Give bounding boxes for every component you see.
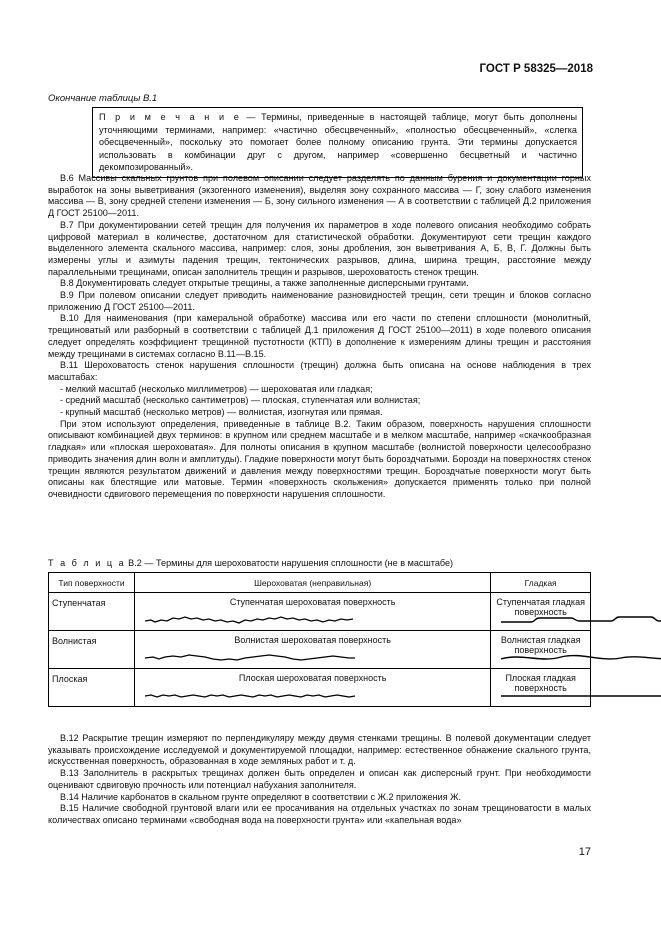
paragraph-b7: В.7 При документировании сетей трещин для получения их параметров в ходе полевого описания необходимо собрать цифровой материал в количестве, достаточном для статистической обработки. Документируют сети трещин каждого выделенного элемента скального массива, например: слоя, зоны дробления, зон выветривания А, Б, В, Г. Должны быть измерены углы и азимуты падения трещин, тектонических разрывов, длина, ширина трещин, расстояние между параллельными трещинами, описан заполнитель трещин и разрывов, шероховатость стенок трещин. [48,219,591,277]
header-rough: Шероховатая (неправильная) [135,573,491,593]
body-text-bottom [48,733,591,827]
table-row [49,631,591,669]
cell-label: Волнистая шероховатая поверхность [234,635,391,645]
paragraph-b8: В.8 Документировать следует открытые трещины, а также заполненные дисперсными грунтами. [60,278,469,289]
cell-stepped-smooth [491,593,591,631]
table-row [49,669,591,707]
wavy-rough-profile [145,651,355,665]
planar-rough-profile [145,689,355,703]
list-item: - мелкий масштаб (несколько миллиметров) — шероховатая или гладкая; [60,383,373,394]
cell-wavy-smooth [491,631,591,669]
note-label: П р и м е ч а н и е [99,112,241,122]
roughness-table [48,572,591,707]
paragraph-b11: В.11 Шероховатость стенок нарушения сплошности (трещин) должна быть описана на основе наблюдения в трех масштабах: [48,360,591,382]
list-item: - крупный масштаб (несколько метров) — волнистая, изогнутая или прямая. [60,407,383,418]
note-text: — Термины, приведенные в настоящей таблице, могут быть дополнены уточняющими терминами, например: «частично обесцвеченный», «полностью обесцвеченный», «слегка обесцвеченный», поскольку это помогает более полному описанию грунта. Эти термины допускается использовать в комбинации друг с другом, например «совершенно бесцветный и частично декомпозированный». [99,112,577,173]
row-type-stepped: Ступенчатая [49,593,135,631]
cell-planar-smooth [491,669,591,707]
row-type-planar: Плоская [49,669,135,707]
paragraph-b10: В.10 Для наименования (при камеральной обработке) массива или его части по степени сплошности (монолитный, трещиноватый или разборный в соответствии с таблицей Д.1 приложения Д ГОСТ 25100—2011) в ходе полевого описания следует определять коэффициент трещинной пустотности (КТП) в дополнение к измерениям длины трещин и расстояния между трещинами в системах согласно В.11—В.15. [48,313,591,359]
cell-planar-rough [135,669,491,707]
paragraph-b13: В.13 Заполнитель в раскрытых трещинах должен быть определен и описан как дисперсный грунт. При необходимости оценивают сдвиговую прочность или потенциал набухания заполнителя. [48,768,591,790]
header-surface-type: Тип поверхности [49,573,135,593]
cell-label: Плоская гладкая поверхность [505,673,576,693]
cell-label: Ступенчатая шероховатая поверхность [229,597,396,607]
cell-wavy-rough [135,631,491,669]
list-item: - средний масштаб (несколько сантиметров) — плоская, ступенчатая или волнистая; [60,395,421,406]
table-note-box [92,107,583,178]
paragraph-b14: В.14 Наличие карбонатов в скальном грунте определяют в соответствии с Ж.2 приложения Ж. [60,791,462,802]
table-continuation-label: Окончание таблицы В.1 [48,93,158,104]
row-type-wavy: Волнистая [49,631,135,669]
paragraph-definitions: При этом используют определения, приведенные в таблице В.2. Таким образом, поверхность нарушения сплошности описывают комбинацией двух терминов: в крупном или среднем масштабе и в мелком масштабе, например «скачкообразная гладкая» или «плоская шероховатая». Для полноты описания в крупном масштабе (волнистой поверхности целесообразно приводить значения длин волн и амплитуды). Гладкие поверхности могут быть бороздчатыми. Борозди на поверхностях стенок трещин являются результатом движений и давления между поверхностями трещин. Бороздчатые поверхности могут быть описаны как блестящие или матовые. Термин «поверхность скольжения» допускается применять только при полной очевидности сдвигового перемещения по поверхности нарушения сплошности. [48,418,591,499]
cell-label: Плоская шероховатая поверхность [238,673,387,683]
paragraph-b9: В.9 При полевом описании следует приводить наименование разновидностей трещин, сети трещин и блоков согласно приложению Д ГОСТ 25100—2011. [48,290,591,312]
table-header-row [49,573,591,593]
table-caption-text: В.2 — Термины для шероховатости нарушения сплошности (не в масштабе) [125,558,454,568]
table-row [49,593,591,631]
page-number: 17 [578,846,591,858]
table-caption [48,558,453,568]
cell-label: Волнистая гладкая поверхность [500,635,581,655]
cell-stepped-rough [135,593,491,631]
cell-label: Ступенчатая гладкая поверхность [496,597,585,617]
paragraph-b6: В.6 Массивы скальных грунтов при полевом описании следует разделять по данным бурения и документации горных выработок на зоны выветривания (экзогенного изменения), выделяя зону сохранного массива — Г, зону слабого изменения массива — В, зону средней степени изменения — Б, зону сильного изменения — А в соответствии с таблицей Д.2 приложения Д ГОСТ 25100—2011. [48,173,591,219]
standard-designation: ГОСТ Р 58325—2018 [479,63,593,75]
body-text-top [48,173,591,501]
paragraph-b15: В.15 Наличие свободной грунтовой влаги или ее просачивания на отдельных участках по зонам трещиноватости в малых количествах описано терминами «свободная вода на поверхности грунта» или «капельная вода» [48,803,591,825]
stepped-rough-profile [145,613,355,627]
paragraph-b12: В.12 Раскрытие трещин измеряют по перпендикуляру между двумя стенками трещины. В полевой документации следует указывать происхождение исследуемой и документируемой площадки, например: естественное обнажение скального грунта, искусственная поверхность, образованная в ходе земляных работ и т. д. [48,733,591,767]
wavy-smooth-profile [501,651,661,665]
stepped-smooth-profile [501,613,661,627]
table-caption-label: Т а б л и ц а [48,558,126,568]
header-smooth: Гладкая [491,573,591,593]
planar-smooth-profile [501,689,661,703]
